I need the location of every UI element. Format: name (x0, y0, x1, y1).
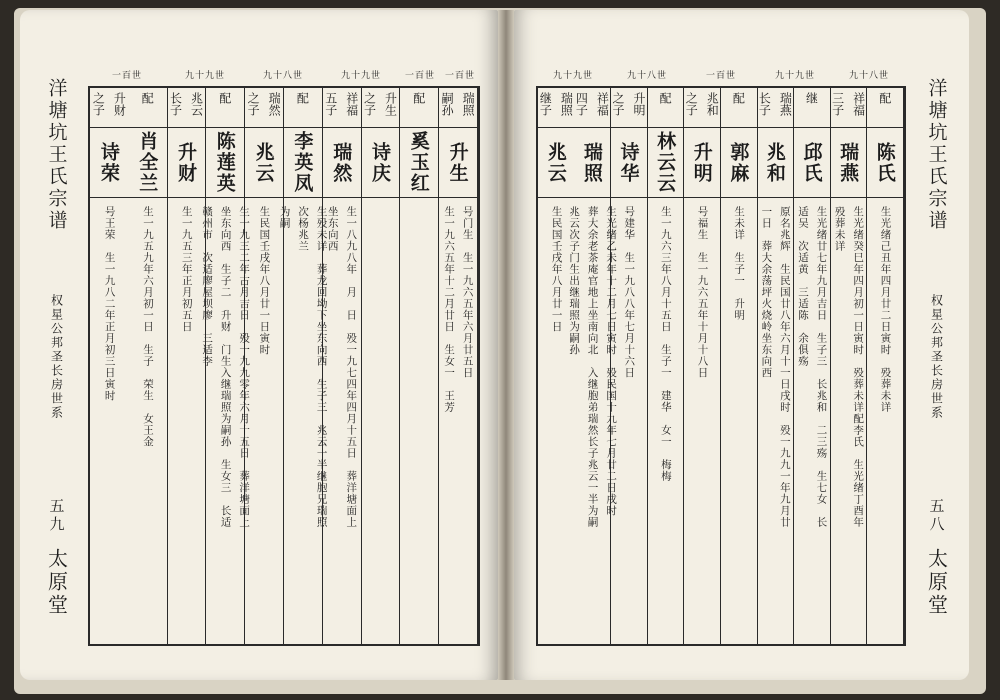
person-name-cell (362, 128, 400, 198)
person-name-cell (538, 128, 575, 198)
person-column (794, 88, 831, 644)
relationship-cell (794, 88, 830, 128)
person-column (90, 88, 129, 644)
right-page-margin (912, 78, 962, 617)
relationship-text: 瑞燕 (778, 92, 793, 116)
relationship-cell (721, 88, 757, 128)
biography-cell (400, 206, 438, 640)
person-name-cell (831, 128, 867, 198)
biography-cell (758, 206, 794, 640)
person-name: 兆云 (252, 141, 275, 184)
relationship-text: 配 (658, 92, 673, 104)
person-name: 邱氏 (800, 141, 823, 184)
biography-line: 号建华 生一九八八年七月十六日 (623, 206, 636, 379)
relationship-text: 祥福 (344, 92, 359, 116)
biography-cell (721, 206, 757, 640)
relationship-cell (129, 88, 167, 128)
relationship-cell (867, 88, 903, 128)
biography-cell (201, 206, 251, 640)
right-page (514, 10, 969, 680)
biography-line: 次杨兆兰 (297, 206, 310, 252)
generation-label: 九十九世 (184, 71, 225, 81)
biography-line: 葬大余老茶庵官地上坐南向北 入继胞弟瑞然长子兆云一半为嗣 (586, 206, 599, 528)
biography-cell (278, 206, 328, 640)
biography-line: 生未详 生子一 升明 (733, 206, 746, 321)
relationship-text: 瑞然 (267, 92, 282, 116)
relationship-text: 之子 (246, 92, 261, 116)
biography-cell (648, 206, 684, 640)
generation-label: 九十九世 (774, 71, 815, 81)
biography-line: 赣州市 次适廖屋坝廖 三适李 (201, 206, 214, 367)
biography-cell (168, 206, 206, 640)
person-column (362, 88, 401, 644)
relationship-text: 继 (804, 92, 819, 104)
biography-line: 生一九三二年古月吉日 殁一九九零年六月十五日 葬洋塘面上 (238, 206, 251, 528)
biography-line: 生一九六五年十二月廿日 生女一 王芳 (443, 206, 456, 413)
person-name-cell (129, 128, 167, 198)
person-name: 瑞照 (580, 141, 603, 184)
page-number: 五九 (47, 498, 66, 534)
relationship-text: 瑞照 (559, 92, 574, 116)
generation-label: 九十八世 (262, 71, 303, 81)
relationship-cell (831, 88, 867, 128)
relationship-cell (323, 88, 361, 128)
relationship-text: 长子 (168, 92, 183, 116)
genealogy-table (88, 86, 480, 646)
relationship-cell (168, 88, 206, 128)
biography-line: 殁葬未详 (833, 206, 846, 252)
genealogy-table (536, 86, 906, 646)
relationship-cell (245, 88, 283, 128)
relationship-text: 三子 (830, 92, 845, 116)
left-page (20, 10, 498, 680)
person-column (129, 88, 168, 644)
biography-line: 兆云次子门生出继瑞照为嗣孙 (568, 206, 581, 356)
biography-line: 坐东向西 (326, 206, 339, 252)
person-name-cell (400, 128, 438, 198)
biography-cell (831, 206, 867, 640)
person-name: 升财 (175, 141, 197, 184)
person-column (400, 88, 439, 644)
biography-line: 生殁未详 葬龙回坳下坐东向西 生子三 兆云一半继胞兄瑞照 (315, 206, 328, 528)
relationship-text: 祥福 (595, 92, 610, 116)
relationship-text: 配 (217, 92, 232, 104)
person-name: 陈莲英 (213, 131, 236, 194)
person-name: 兆云 (544, 141, 567, 184)
biography-cell (538, 206, 575, 640)
generation-label-row (88, 68, 480, 81)
relationship-text: 兆云 (189, 92, 204, 116)
person-column (201, 88, 251, 644)
person-column (439, 88, 478, 644)
margin-title: 洋塘坑王氏宗谱 (925, 78, 948, 232)
biography-line: 生一八九八年 月 日 殁一九七四年四月十五日 葬洋塘面上 (345, 206, 358, 528)
margin-title: 洋塘坑王氏宗谱 (45, 78, 68, 232)
person-name-cell (206, 128, 244, 198)
biography-line: 生一九五九年六月初一日 生子 荣生 女王金 (141, 206, 154, 448)
relationship-text: 四子 (574, 92, 589, 116)
person-name-cell (245, 128, 283, 198)
generation-label: 九十九世 (552, 71, 593, 81)
generation-label: 一百世 (404, 71, 435, 81)
left-page-margin (32, 78, 82, 617)
relationship-cell (575, 88, 611, 128)
relationship-cell (648, 88, 684, 128)
biography-line: 生一九六三年八月十五日 生子一 建华 女一 梅梅 (659, 206, 672, 482)
person-name-cell (284, 128, 322, 198)
relationship-text: 继子 (538, 92, 553, 116)
relationship-text: 兆和 (705, 92, 720, 116)
person-name-cell (323, 128, 361, 198)
biography-cell (90, 206, 129, 640)
relationship-cell (90, 88, 129, 128)
biography-line: 生光绪癸巳年四月初一日寅时 殁葬未详配李氏 生光绪丁酉年 (852, 206, 865, 528)
biography-cell (684, 206, 720, 640)
person-name-cell (867, 128, 903, 198)
biography-cell (129, 206, 167, 640)
biography-line: 生光绪廿七年九月吉日 生子三 长兆和 二三殇 生七女 长 (815, 206, 828, 528)
person-name: 升生 (446, 141, 469, 184)
generation-label-row (536, 68, 906, 81)
person-column (168, 88, 207, 644)
biography-cell (568, 206, 618, 640)
person-column (538, 88, 575, 644)
biography-cell (439, 206, 477, 640)
relationship-text: 配 (877, 92, 892, 104)
generation-label: 一百世 (705, 71, 736, 81)
hall-name: 太原堂 (44, 548, 69, 617)
person-column (758, 88, 795, 644)
page-number: 五八 (927, 498, 946, 534)
person-name: 诗荣 (97, 141, 120, 184)
biography-line: 生一九五三年正月初五日 (180, 206, 193, 333)
biography-line: 号门生 生一九六五年六月廿五日 (461, 206, 474, 379)
hall-name: 太原堂 (924, 548, 949, 617)
margin-subtitle: 权星公邦圣长房世系 (49, 294, 64, 420)
person-column (867, 88, 904, 644)
relationship-text: 瑞照 (461, 92, 476, 116)
person-column (245, 88, 284, 644)
relationship-cell (538, 88, 575, 128)
person-name-cell (168, 128, 206, 198)
person-name-cell (794, 128, 830, 198)
biography-line: 坐东向西 生子二 升财 门生入继瑞照为嗣孙 生女三 长适 (219, 206, 232, 528)
relationship-text: 之子 (362, 92, 377, 116)
relationship-text: 长子 (757, 92, 772, 116)
person-name-cell (721, 128, 757, 198)
person-column (278, 88, 328, 644)
generation-label: 九十八世 (848, 71, 889, 81)
relationship-text: 升生 (383, 92, 398, 116)
biography-line: 适吴 次适黄 三适陈 余俱殇 (797, 206, 810, 367)
book-spine (498, 10, 514, 680)
biography-line: 生光绪己丑年四月廿二日寅时 殁葬未详 (879, 206, 892, 413)
relationship-text: 升明 (632, 92, 647, 116)
person-column (323, 88, 362, 644)
relationship-text: 之子 (91, 92, 106, 116)
relationship-text: 升财 (112, 92, 127, 116)
biography-cell (794, 206, 830, 640)
biography-line: 为嗣 (278, 206, 291, 229)
person-name-cell (611, 128, 647, 198)
person-column (721, 88, 758, 644)
relationship-text: 配 (411, 92, 426, 104)
relationship-cell (400, 88, 438, 128)
person-name: 肖全兰 (136, 131, 159, 194)
relationship-cell (611, 88, 647, 128)
generation-label: 一百世 (111, 71, 142, 81)
person-name: 奚玉红 (407, 131, 430, 194)
relationship-text: 五子 (323, 92, 338, 116)
relationship-cell (284, 88, 322, 128)
person-name: 升明 (690, 141, 713, 184)
person-name-cell (439, 128, 477, 198)
person-name-cell (684, 128, 720, 198)
relationship-text: 祥福 (851, 92, 866, 116)
relationship-text: 配 (295, 92, 310, 104)
person-name: 李英凤 (291, 131, 314, 194)
biography-cell (867, 206, 903, 640)
biography-line: 号福生 生一九六五年十月十八日 (696, 206, 709, 379)
relationship-cell (206, 88, 244, 128)
generation-label: 九十八世 (626, 71, 667, 81)
biography-line: 号王荣 生一九八二年正月初三日寅时 (103, 206, 116, 402)
biography-line: 原名兆辉 生民国廿八年六月十一日戌时 殁一九九一年九月廿 (778, 206, 791, 528)
person-name: 兆和 (763, 141, 786, 184)
relationship-cell (439, 88, 477, 128)
person-name: 诗华 (617, 141, 640, 184)
person-name: 诗庆 (369, 141, 391, 184)
person-column (648, 88, 685, 644)
relationship-cell (362, 88, 400, 128)
person-name: 瑞然 (330, 141, 353, 184)
person-name: 瑞燕 (837, 141, 860, 184)
biography-line: 生民国壬戌年八月廿一日 (550, 206, 563, 333)
person-column (568, 88, 618, 644)
person-name-cell (648, 128, 684, 198)
biography-cell (245, 206, 283, 640)
relationship-text: 嗣孙 (440, 92, 455, 116)
person-name-cell (758, 128, 794, 198)
person-name: 郭麻 (727, 141, 750, 184)
relationship-text: 配 (731, 92, 746, 104)
generation-label: 九十九世 (340, 71, 381, 81)
margin-subtitle: 权星公邦圣长房世系 (929, 294, 944, 420)
biography-line: 生民国壬戌年八月廿一日寅时 (258, 206, 271, 356)
person-name: 林云云 (654, 131, 677, 194)
person-name-cell (90, 128, 129, 198)
person-name: 陈氏 (873, 141, 896, 184)
biography-cell (323, 206, 361, 640)
biography-line: 生光绪乙未年十二月七日寅时 殁民国十九年七月廿二日戌时 (605, 206, 618, 517)
relationship-text: 配 (140, 92, 155, 104)
relationship-cell (684, 88, 720, 128)
biography-line: 一日 葬大余荡坪火烧岭坐东向西 (760, 206, 773, 379)
person-column (684, 88, 721, 644)
person-name-cell (575, 128, 611, 198)
relationship-text: 之子 (611, 92, 626, 116)
relationship-text: 之子 (684, 92, 699, 116)
biography-cell (362, 206, 400, 640)
relationship-cell (758, 88, 794, 128)
generation-label: 一百世 (444, 71, 475, 81)
person-column (831, 88, 868, 644)
